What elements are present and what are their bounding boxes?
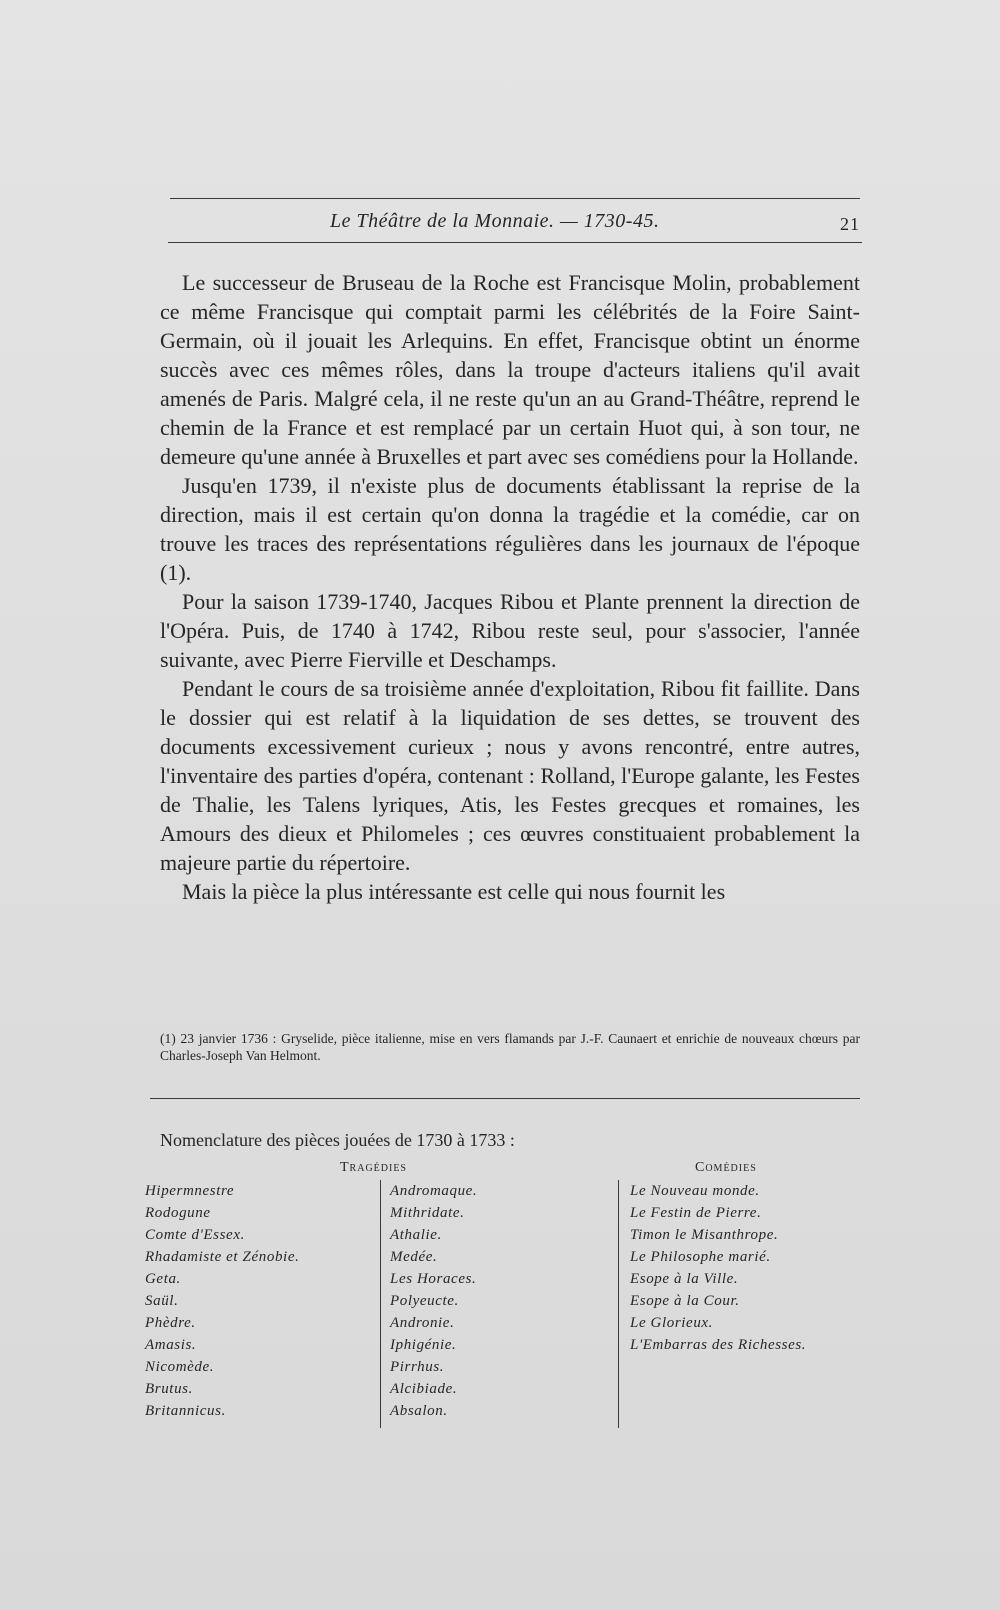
list-item: Hipermnestre xyxy=(145,1183,235,1199)
nomenclature-title: Nomenclature des pièces jouées de 1730 à 1733 : xyxy=(160,1130,515,1150)
list-item: Medée. xyxy=(390,1249,438,1265)
list-item: Mithridate. xyxy=(390,1205,465,1221)
paragraph: Pendant le cours de sa troisième année d'exploitation, Ribou fit faillite. Dans le dossier qui est relatif à la liquidation de ses dettes, se trouvent des documents excessivement curieux ; nous y avons rencontré, entre autres, l'inventaire des parties d'opéra, contenant : Rolland, l'Europe galante, les Festes de Thalie, les Talens lyriques, Atis, les Festes grecques et romaines, les Amours des dieux et Philomeles ; ces œuvres constituaient probablement la majeure partie du répertoire. xyxy=(160,676,860,875)
list-item: Le Glorieux. xyxy=(630,1315,714,1331)
list-item: Esope à la Ville. xyxy=(630,1271,739,1287)
paragraph: Pour la saison 1739-1740, Jacques Ribou et Plante prennent la direction de l'Opéra. Puis, de 1740 à 1742, Ribou reste seul, pour s'associer, l'année suivante, avec Pierre Fierville et Deschamps. xyxy=(160,589,860,672)
paragraph: Jusqu'en 1739, il n'existe plus de documents établissant la reprise de la direction, mais il est certain qu'on donna la tragédie et la comédie, car on trouve les traces des représentations régulières dans les journaux de l'époque (1). xyxy=(160,473,860,585)
footnote-separator-rule xyxy=(150,1098,860,1099)
list-item: Timon le Misanthrope. xyxy=(630,1227,779,1243)
list-item: Absalon. xyxy=(390,1403,448,1419)
paragraph: Mais la pièce la plus intéressante est celle qui nous fournit les xyxy=(182,879,726,904)
list-item: Andronie. xyxy=(390,1315,455,1331)
list-item: Rhadamiste et Zénobie. xyxy=(145,1249,300,1265)
column-divider xyxy=(618,1180,619,1428)
list-item: Alcibiade. xyxy=(390,1381,458,1397)
list-item: Pirrhus. xyxy=(390,1359,445,1375)
list-item: Athalie. xyxy=(390,1227,442,1243)
running-header xyxy=(170,210,860,240)
list-item: Le Philosophe marié. xyxy=(630,1249,771,1265)
tragedies-heading: Tragédies xyxy=(340,1160,407,1175)
list-item: Le Festin de Pierre. xyxy=(630,1205,762,1221)
list-item: Britannicus. xyxy=(145,1403,226,1419)
list-item: Esope à la Cour. xyxy=(630,1293,740,1309)
list-item: Les Horaces. xyxy=(390,1271,477,1287)
body-text xyxy=(160,268,860,906)
list-item: Saül. xyxy=(145,1293,179,1309)
list-item: Iphigénie. xyxy=(390,1337,457,1353)
paragraph: Le successeur de Bruseau de la Roche est Francisque Molin, probablement ce même Francisque qui comptait parmi les célébrités de la Foire Saint-Germain, où il jouait les Arlequins. En effet, Francisque obtint un énorme succès avec ces mêmes rôles, dans la troupe d'acteurs italiens qu'il avait amenés de Paris. Malgré cela, il ne reste qu'un an au Grand-Théâtre, reprend le chemin de la France et est remplacé par un certain Huot qui, à son tour, ne demeure qu'une année à Bruxelles et part avec ses comédiens pour la Hollande. xyxy=(160,270,860,469)
list-item: Amasis. xyxy=(145,1337,197,1353)
comedies-column xyxy=(630,1180,806,1356)
running-title: Le Théâtre de la Monnaie. — 1730-45. xyxy=(330,210,660,232)
list-item: Polyeucte. xyxy=(390,1293,459,1309)
column-divider xyxy=(380,1180,381,1428)
comedies-heading: Comédies xyxy=(695,1160,757,1175)
footnote: (1) 23 janvier 1736 : Gryselide, pièce italienne, mise en vers flamands par J.-F. Caunaert et enrichie de nouveaux chœurs par Charles-Joseph Van Helmont. xyxy=(160,1031,860,1063)
list-item: Nicomède. xyxy=(145,1359,215,1375)
tragedies-column-1 xyxy=(145,1180,299,1422)
tragedies-column-2 xyxy=(390,1180,477,1422)
list-item: Andromaque. xyxy=(390,1183,478,1199)
header-top-rule xyxy=(170,198,860,199)
list-item: Phèdre. xyxy=(145,1315,196,1331)
list-item: Rodogune xyxy=(145,1205,211,1221)
list-item: Le Nouveau monde. xyxy=(630,1183,760,1199)
list-item: Geta. xyxy=(145,1271,181,1287)
list-item: Brutus. xyxy=(145,1381,193,1397)
page-number: 21 xyxy=(840,214,860,234)
list-item: Comte d'Essex. xyxy=(145,1227,245,1243)
list-item: L'Embarras des Richesses. xyxy=(630,1337,807,1353)
header-bottom-rule xyxy=(168,242,862,243)
